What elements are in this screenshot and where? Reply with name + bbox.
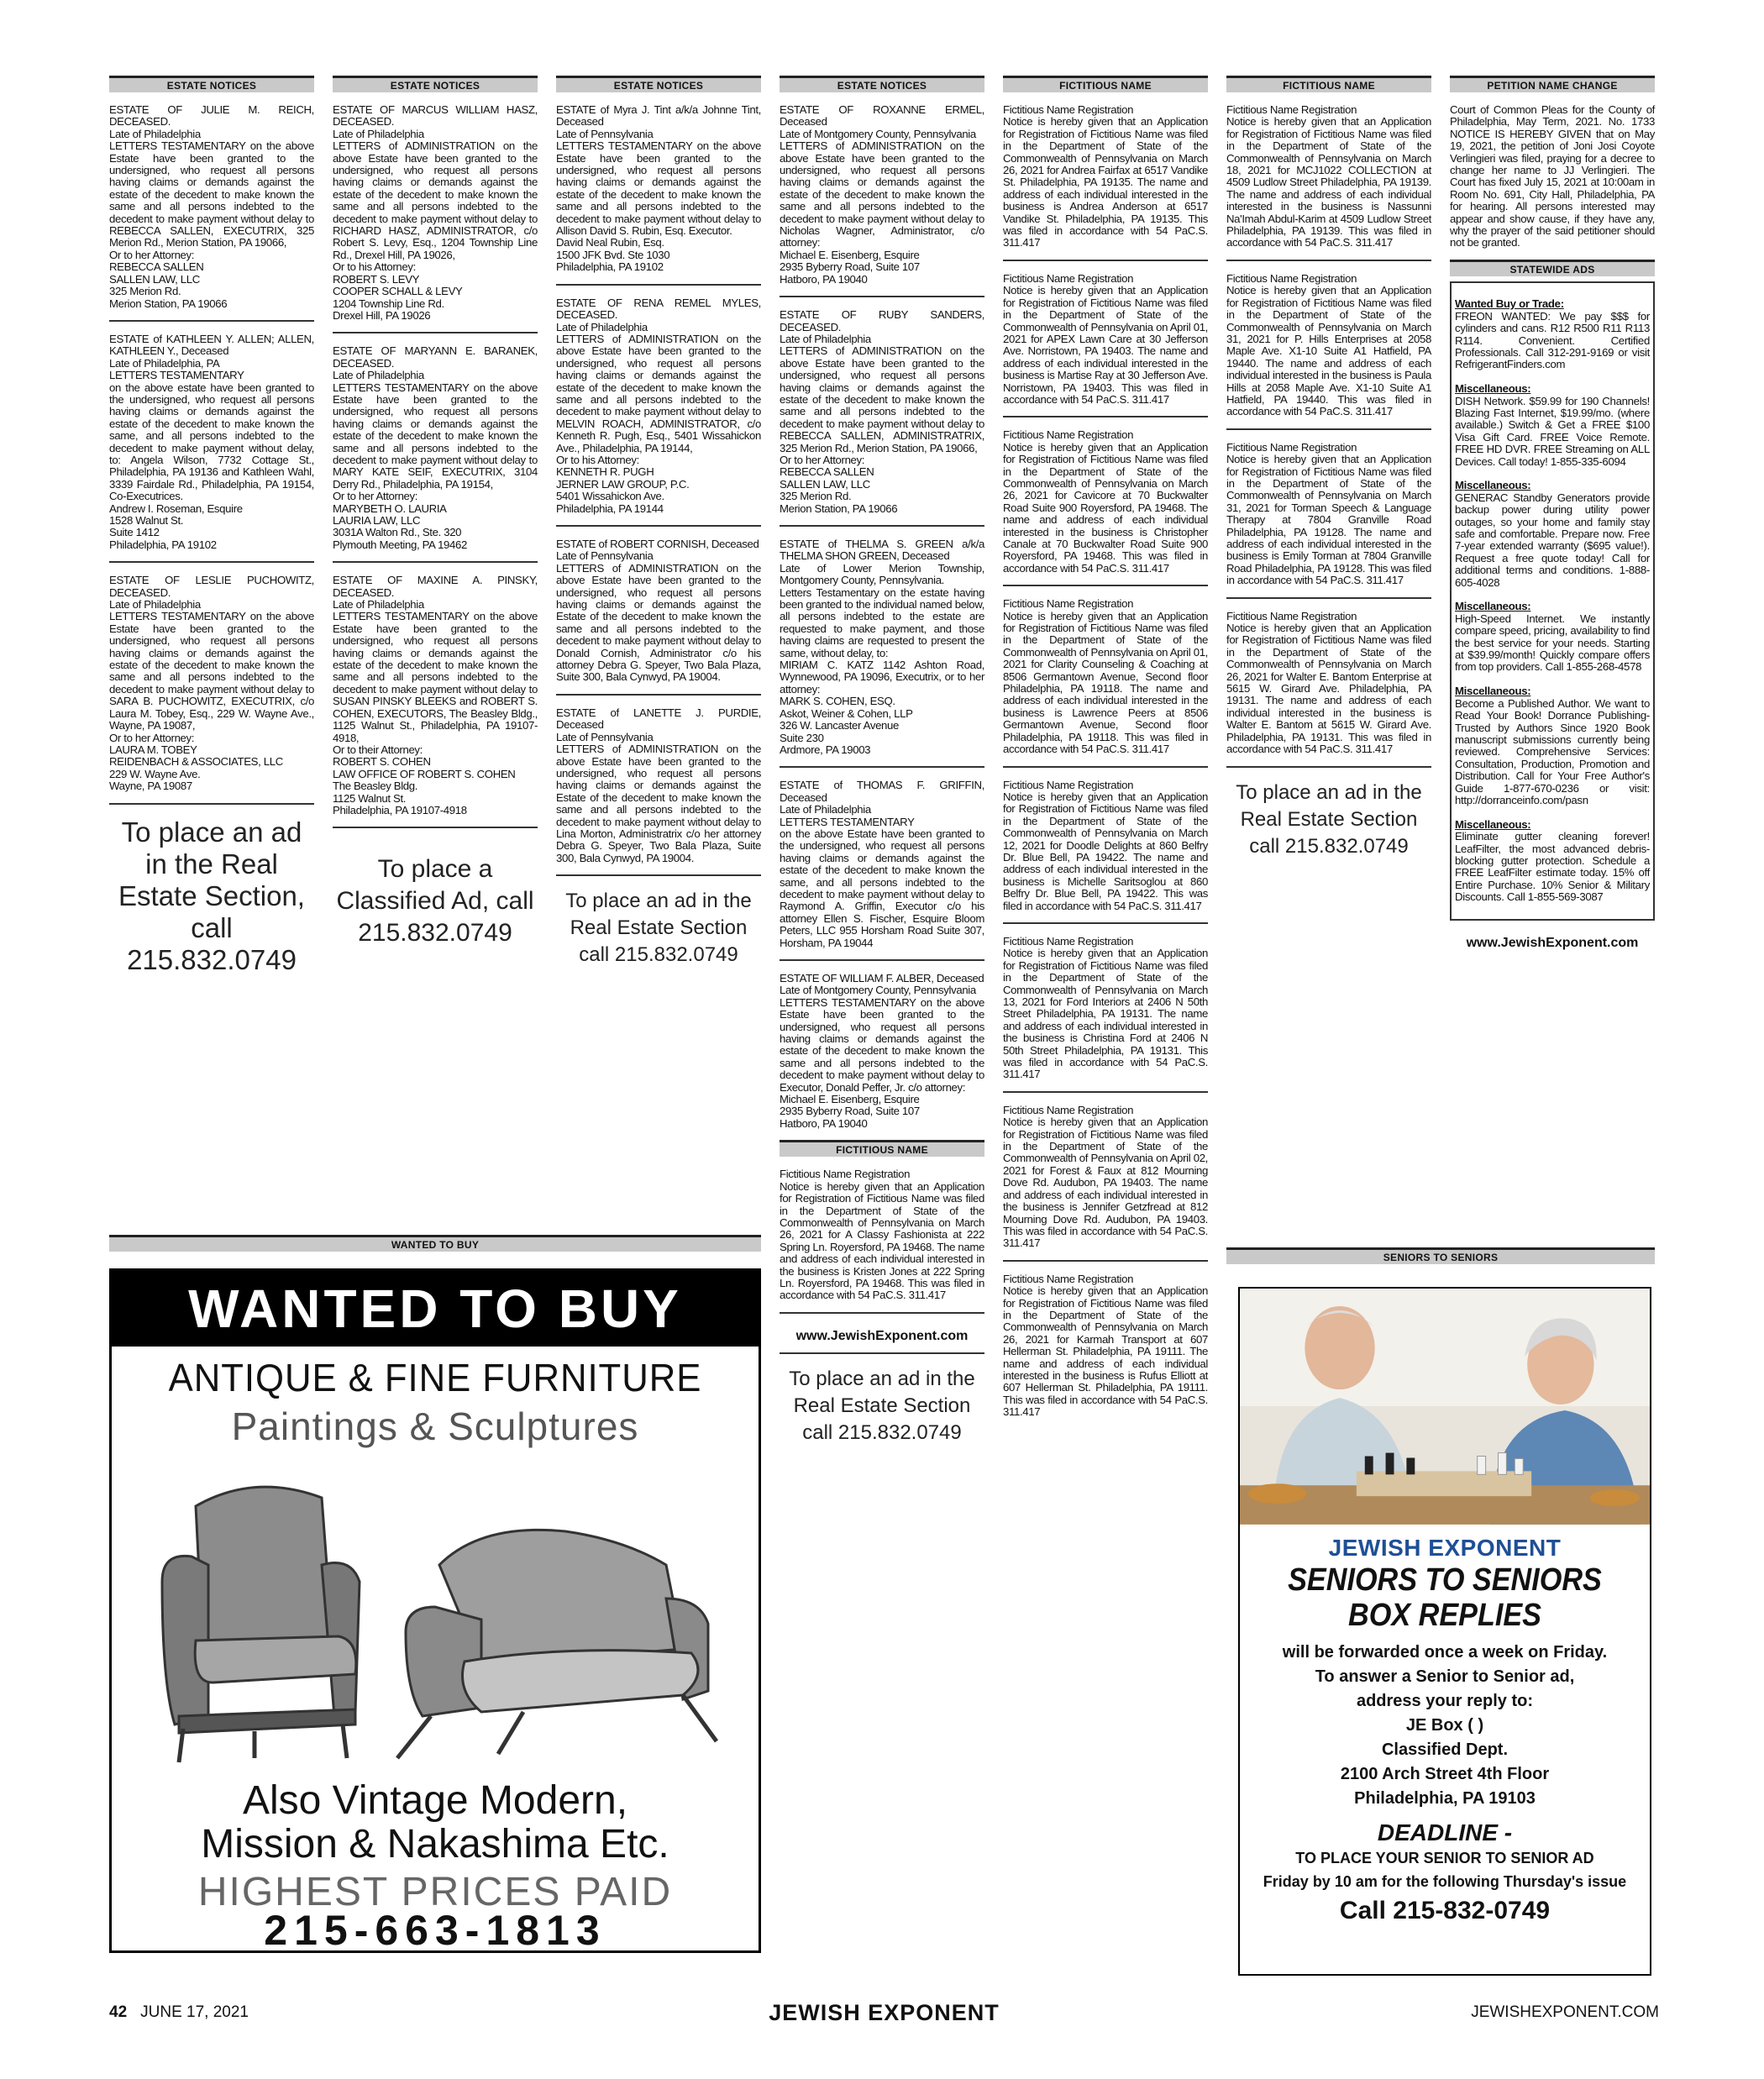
fictitious-notice: Fictitious Name Registration Notice is hereby given that an Application for Registration of Fictitious Name was filed in the Department of State of the Commonwealth of Pennsylvania on March 12, 2021 for Doodle Delights at 860 Belfry Dr. Blue Bell, PA 19422. The name and address of each individual interested in the business is Michelle Saritsoglou at 860 Belfry Dr. Blue Bell, PA 19422. This was filed in accordance with 54 PaC.S. 311.417: [1003, 778, 1208, 912]
fictitious-notice: Fictitious Name Registration Notice is hereby given that an Application for Registration of Fictitious Name was filed in the Department of State of the Commonwealth of Pennsylvania on March 13, 2021 for Ford Interiors at 2406 N 50th Street Philadelphia, PA 19131. The name and address of each individual interested in the business is Christina Ford at 2406 N 50th Street Philadelphia, PA 19131. This was filed in accordance with 54 PaC.S. 311.417: [1003, 934, 1208, 1081]
estate-notice: ESTATE of THOMAS F. GRIFFIN, Deceased Late of Philadelphia LETTERS TESTAMENTARY on the above Estate have been granted to the undersigned, who request all persons having claims or demands against the estate of the decedent to make known the same, and all persons indebted to the decedent to make payment without delay to Raymond A. Griffin, Executor c/o his attorney Ellen S. Fischer, Esquire Bloom Peters, LLC 955 Horsham Road Suite 307, Horsham, PA 19044: [780, 779, 984, 949]
estate-notice: ESTATE OF RUBY SANDERS, DECEASED. Late of Philadelphia LETTERS of ADMINISTRATION on the above Estate have been granted to the undersigned, who request all persons having claims or demands against the estate of the decedent to make known the same and all persons indebted to the decedent to make payment without delay to REBECCA SALLEN, ADMINISTRATRIX, 325 Merion Rd., Merion Station, PA 19066, Or to her Attorney: REBECCA SALLEN SALLEN LAW, LLC 325 Merion Rd. Merion Station, PA 19066: [780, 308, 984, 515]
divider: [1226, 260, 1431, 261]
ad-line: Philadelphia, PA 19103: [1354, 1789, 1536, 1808]
fictitious-notice: Fictitious Name Registration Notice is hereby given that an Application for Registration of Fictitious Name was filed in the Department of State of the Commonwealth of Pennsylvania on March 26, 2021 for Karmah Transport at 607 Hellerman St. Philadelphia, PA 19111. The name and address of each individual interested in the business is Rufus Elliott at 607 Hellerman St. Philadelphia, PA 19111. This was filed in accordance with 54 PaC.S. 311.417: [1003, 1272, 1208, 1419]
column-4: [780, 76, 984, 1457]
section-header: PETITION NAME CHANGE: [1450, 76, 1655, 92]
section-header: ESTATE NOTICES: [780, 76, 984, 92]
ad-line: will be forwarded once a week on Friday.: [1282, 1643, 1608, 1662]
estate-notice: ESTATE of Myra J. Tint a/k/a Johnne Tint, Deceased Late of Pennsylvania LETTERS TESTAMENTARY on the above Estate have been granted to the undersigned, who request all persons having claims or demands against the estate of the decedent to make known the same and all persons indebted to the decedent to make payment without delay to Allison David S. Rubin, Esq. Executor. David Neal Rubin, Esq. 1500 JFK Bvd. Ste 1030 Philadelphia, PA 19102: [556, 103, 761, 274]
seniors-section: [1226, 1247, 1655, 1276]
ad-text: Eliminate gutter cleaning forever! LeafFilter, the most advanced debris-blocking gutter protection. Schedule a FREE LeafFilter estimate today. 15% off Entire Purchase. 10% Senior & Military Discounts. Call 1-855-569-3087: [1455, 830, 1650, 904]
fictitious-notice: Fictitious Name Registration Notice is hereby given that an Application for Registration of Fictitious Name was filed in the Department of State of the Commonwealth of Pennsylvania on April 01, 2021 for Clarity Counseling & Coaching at 8506 Germantown Avenue, Second floor Philadelphia, PA 19118. The name and address of each individual interested in the business is Lawrence Peers at 8506 Germantown Avenue, Second floor Philadelphia, PA 19118. This was filed in accordance with 54 PaC.S. 311.417: [1003, 597, 1208, 756]
divider: [1226, 766, 1431, 768]
ad-line: JE Box ( ): [1405, 1716, 1484, 1735]
ad-phone: 215-663-1813: [264, 1907, 606, 1954]
estate-notice: ESTATE OF MARCUS WILLIAM HASZ, DECEASED. Late of Philadelphia LETTERS of ADMINISTRATION on the above Estate have been granted to the undersigned, who request all persons having claims or demands against the estate of the decedent to make known the same and all persons indebted to the decedent to make payment without delay to RICHARD HASZ, ADMINISTRATOR, c/o Robert S. Levy, Esq., 1204 Township Line Rd., Drexel Hill, PA 19026, Or to his Attorney: ROBERT S. LEVY COOPER SCHALL & LEVY 1204 Township Line Rd. Drexel Hill, PA 19026: [333, 103, 538, 322]
ad-subhead: Paintings & Sculptures: [231, 1404, 639, 1448]
estate-notice: ESTATE OF WILLIAM F. ALBER, Deceased Late of Montgomery County, Pennsylvania LETTERS TESTAMENTARY on the above Estate have been granted to the undersigned, who request all persons having claims or demands against the estate of the decedent to make known the same and all persons indebted to the decedent to make payment without delay to Executor, Donald Peffer, Jr. c/o attorney: Michael E. Eisenberg, Esquire 2935 Byberry Road, Suite 107 Hatboro, PA 19040: [780, 972, 984, 1130]
divider: [556, 874, 761, 876]
petition-notice: Court of Common Pleas for the County of Philadelphia, May Term, 2021. No. 1733 NOTICE IS HEREBY GIVEN that on May 19, 2021, the petition of Joni Josi Coyote Verlingieri was filed, praying for a decree to change her name to JJ Verlingieri. The Court has fixed July 15, 2021 at 10:00am in Room No. 691, City Hall, Philadelphia, PA for hearing. All persons interested may appear and show cause, if they have any, why the prayer of the said petitioner should not be granted.: [1450, 103, 1655, 249]
ad-text: FREON WANTED: We pay $$$ for cylinders and cans. R12 R500 R11 R113 R114. Convenient. Certified Professionals. Call 312-291-9169 or visit RefrigerantFinders.com: [1455, 309, 1650, 371]
ad-callout: To place an ad in the Real Estate Section call 215.832.0749: [565, 890, 752, 967]
fictitious-notice: Fictitious Name Registration Notice is hereby given that an Application for Registration of Fictitious Name was filed in the Department of State of the Commonwealth of Pennsylvania on April 01, 2021 for APEX Lawn Care at 30 Jefferson Ave. Norristown, PA 19403. The name and address of each individual interested in the business is Martise Ray at 30 Jefferson Ave. Norristown, PA 19403. This was filed in accordance with 54 PaC.S. 311.417: [1003, 271, 1208, 406]
ad-title: BOX REPLIES: [1348, 1598, 1541, 1633]
ad-callout: To place a Classified Ad, call 215.832.0749: [336, 855, 534, 948]
section-header: FICTITIOUS NAME: [1226, 76, 1431, 92]
fictitious-notice: Fictitious Name Registration Notice is hereby given that an Application for Registration of Fictitious Name was filed in the Department of State of the Commonwealth of Pennsylvania on March 26, 2021 for Cavicore at 70 Buckwalter Road Suite 900 Royersford, PA 19468. The name and address of each individual interested in the business is Christopher Canale at 70 Buckwalter Road Suite 900 Royersford, PA 19468. This was filed in accordance with 54 PaC.S. 311.417: [1003, 428, 1208, 575]
divider: [1226, 428, 1431, 430]
divider: [780, 766, 984, 768]
issue-date: JUNE 17, 2021: [140, 2003, 249, 2021]
publication-name: JEWISH EXPONENT: [769, 2000, 1000, 2025]
fictitious-notice: Fictitious Name Registration Notice is hereby given that an Application for Registration of Fictitious Name was filed in the Department of State of the Commonwealth of Pennsylvania on April 02, 2021 for Forest & Faux at 812 Mourning Dove Rd. Audubon, PA 19403. The name and address of each individual interested in the business is Jennifer Getzfread at 812 Mourning Dove Rd. Audubon, PA 19403. This was filed in accordance with 54 PaC.S. 311.417: [1003, 1103, 1208, 1250]
divider: [556, 694, 761, 696]
statewide-ad: [1455, 601, 1650, 673]
divider: [780, 1312, 984, 1314]
column-1: [109, 76, 314, 986]
fictitious-notice: Fictitious Name Registration Notice is hereby given that an Application for Registration of Fictitious Name was filed in the Department of State of the Commonwealth of Pennsylvania on March 26, 2021 for Andrea Fairfax at 6517 Vandike St. Philadelphia, PA 19135. The name and address of each individual interested in the business is Andrea Anderson at 6517 Vandike St. Philadelphia, PA 19135. This was filed in accordance with 54 PaC.S. 311.417: [1003, 103, 1208, 249]
deadline-line: Friday by 10 am for the following Thursday's issue: [1263, 1873, 1627, 1890]
ad-line: 2100 Arch Street 4th Floor: [1340, 1765, 1550, 1783]
ad-text: DISH Network. $59.99 for 190 Channels! Blazing Fast Internet, $19.99/mo. (where available.) Switch & Get a FREE $100 Visa Gift Card. FREE Voice Remote. FREE HD DVR. FREE Streaming on ALL Devices. Call today! 1-855-335-6094: [1455, 394, 1650, 468]
divider: [556, 284, 761, 286]
column-3: [556, 76, 761, 979]
column-6: [1226, 76, 1431, 870]
statewide-ad: [1455, 480, 1650, 589]
seniors-ad: [1238, 1287, 1651, 1976]
ad-body: [1240, 1641, 1650, 1811]
divider: [1003, 416, 1208, 417]
estate-notice: ESTATE of THELMA S. GREEN a/k/a THELMA SHON GREEN, Deceased Late of Lower Merion Township, Montgomery County, Pennsylvania. Letters Testamentary on the estate having been granted to the individual named below, all persons indebted to the estate are requested to make payment, and those having claims are requested to present the same, without delay, to: MIRIAM C. KATZ 1142 Ashton Road, Wynnewood, PA 19096, Executrix, or to her attorney: MARK S. COHEN, ESQ. Askot, Weiner & Cohen, LLP 326 W. Lancaster Avenue Suite 230 Ardmore, PA 19003: [780, 538, 984, 756]
ad-line: address your reply to:: [1356, 1692, 1534, 1710]
website-link[interactable]: www.JewishExponent.com: [795, 1328, 969, 1343]
ad-category: Miscellaneous:: [1455, 382, 1531, 396]
section-header: FICTITIOUS NAME: [1003, 76, 1208, 92]
statewide-ad: [1455, 685, 1650, 806]
ad-category: Miscellaneous:: [1455, 600, 1531, 613]
ad-callout: To place an ad in the Real Estate Section, call 215.832.0749: [118, 816, 305, 975]
divider: [109, 803, 314, 805]
divider: [1003, 585, 1208, 586]
ad-line: Also Vintage Modern,: [242, 1778, 628, 1823]
fictitious-notice: Fictitious Name Registration Notice is hereby given that an Application for Registration of Fictitious Name was filed in the Department of State of the Commonwealth of Pennsylvania on March 26, 2021 for Walter E. Bantom Enterprise at 5615 W. Girard Ave. Philadelphia, PA 19131. The name and address of each individual interested in the business is Walter E. Bantom at 5615 W. Girard Ave. Philadelphia, PA 19131. This was filed in accordance with 54 PaC.S. 311.417: [1226, 609, 1431, 756]
estate-notice: ESTATE OF ROXANNE ERMEL, Deceased Late of Montgomery County, Pennsylvania LETTERS of ADMINISTRATION on the above Estate have been granted to the undersigned, who request all persons having claims or demands against the estate of the decedent to make known the same and all persons indebted to the decedent to make payment without delay to Nicholas Wagner, Administrator, c/o attorney: Michael E. Eisenberg, Esquire 2935 Byberry Road, Suite 107 Hatboro, PA 19040: [780, 103, 984, 286]
wanted-section: [109, 1235, 761, 1263]
estate-notice: ESTATE of KATHLEEN Y. ALLEN; ALLEN, KATHLEEN Y., Deceased Late of Philadelphia, PA LETTERS TESTAMENTARY on the above estate have been granted to the undersigned, who request all persons having claims or demands against the estate of the decedent to make known the same, and all persons indebted to the decedent to make payment without delay, to: Angela Wilson, 7732 Cottage St., Philadelphia, PA 19136 and Kathleen Wahl, 3339 Fairdale Rd., Philadelphia, PA 19154, Co-Executrices. Andrew I. Roseman, Esquire 1528 Walnut St. Suite 1412 Philadelphia, PA 19102: [109, 332, 314, 551]
ad-text: Become a Published Author. We want to Read Your Book! Dorrance Publishing-Trusted by Authors Since 1920 Book manuscript submissions currently being reviewed. Comprehensive Services: Consultation, Production, Promotion and Distribution. Call for Your Free Author's Guide 1-877-670-0236 or visit: http://dorranceinfo.com/pasn: [1455, 696, 1650, 806]
section-header: ESTATE NOTICES: [333, 76, 538, 92]
deadline-heading: DEADLINE -: [1377, 1819, 1513, 1845]
fictitious-notice: Fictitious Name Registration Notice is hereby given that an Application for Registration of Fictitious Name was filed in the Department of State of the Commonwealth of Pennsylvania on March 26, 2021 for A Classy Fashionista at 222 Spring Ln. Royersford, PA 19468. The name and address of each individual interested in the business is Kristen Jones at 222 Spring Ln. Royersford, PA 19468. This was filed in accordance with 54 PaC.S. 311.417: [780, 1168, 984, 1302]
statewide-ad: [1455, 383, 1650, 468]
divider: [333, 561, 538, 563]
ad-tagline: HIGHEST PRICES PAID: [197, 1870, 673, 1914]
estate-notice: ESTATE OF LESLIE PUCHOWITZ, DECEASED. Late of Philadelphia LETTERS TESTAMENTARY on the above Estate have been granted to the undersigned, who request all persons having claims or demands against the estate of the decedent to make known the same and all persons indebted to the decedent to make payment without delay to SARA B. PUCHOWITZ, EXECUTRIX, c/o Laura M. Tobey, Esq., 229 W. Wayne Ave., Wayne, PA 19087, Or to her Attorney: LAURA M. TOBEY REIDENBACH & ASSOCIATES, LLC 229 W. Wayne Ave. Wayne, PA 19087: [109, 574, 314, 793]
ad-title: SENIORS TO SENIORS: [1288, 1562, 1602, 1598]
estate-notice: ESTATE OF RENA REMEL MYLES, DECEASED. Late of Philadelphia LETTERS of ADMINISTRATION on the above Estate have been granted to the undersigned, who request all persons having claims or demands against the estate of the decedent to make known the same and all persons indebted to the decedent to make payment without delay to MELVIN ROACH, ADMINISTRATOR, c/o Kenneth R. Pugh, Esq., 5401 Wissahickon Ave., Philadelphia, PA 19144, Or to his Attorney: KENNETH R. PUGH JERNER LAW GROUP, P.C. 5401 Wissahickon Ave. Philadelphia, PA 19144: [556, 296, 761, 515]
divider: [556, 525, 761, 527]
section-header: FICTITIOUS NAME: [780, 1140, 984, 1157]
section-header: ESTATE NOTICES: [556, 76, 761, 92]
divider: [1003, 766, 1208, 768]
ad-callout: To place an ad in the Real Estate Section call 215.832.0749: [1236, 780, 1422, 858]
section-header: ESTATE NOTICES: [109, 76, 314, 92]
estate-notice: ESTATE OF MAXINE A. PINSKY, DECEASED. Late of Philadelphia LETTERS TESTAMENTARY on the above Estate have been granted to the undersigned, who request all persons having claims or demands against the estate of the decedent to make known the same and all persons indebted to the decedent to make payment without delay to SUSAN PINSKY BLEEKS and ROBERT S. COHEN, EXECUTORS, The Beasley Bldg., 1125 Walnut St., Philadelphia, PA 19107-4918, Or to their Attorney: ROBERT S. COHEN LAW OFFICE OF ROBERT S. COHEN The Beasley Bldg. 1125 Walnut St. Philadelphia, PA 19107-4918: [333, 574, 538, 816]
ad-banner: WANTED TO BUY: [112, 1271, 759, 1347]
fictitious-notice: Fictitious Name Registration Notice is hereby given that an Application for Registration of Fictitious Name was filed in the Department of State of the Commonwealth of Pennsylvania on March 31, 2021 for Torman Speech & Language Therapy at 7804 Granville Road Philadelphia, PA 19128. The name and address of each individual interested in the business is Emily Torman at 7804 Granville Road Philadelphia, PA 19128. This was filed in accordance with 54 PaC.S. 311.417: [1226, 440, 1431, 587]
page-footer: [109, 2000, 1659, 2029]
statewide-ad: [1455, 819, 1650, 904]
divider: [333, 827, 538, 828]
ad-callout: To place an ad in the Real Estate Section call 215.832.0749: [789, 1367, 975, 1444]
ad-text-block: [112, 1779, 759, 1866]
armchair-illustration: [129, 1473, 742, 1767]
statewide-ads-box: [1450, 281, 1655, 921]
seniors-chess-photo: [1240, 1289, 1650, 1525]
ad-line: Mission & Nakashima Etc.: [201, 1822, 669, 1866]
fictitious-notice: Fictitious Name Registration Notice is hereby given that an Application for Registration of Fictitious Name was filed in the Department of State of the Commonwealth of Pennsylvania on March 18, 2021 for MCJ1022 COLLECTION at 4509 Ludlow Street Philadelphia, PA 19139. The name and address of each individual interested in the business is Nassunni Na'Imah Abdul-Karim at 4509 Ludlow Street Philadelphia, PA 19139. This was filed in accordance with 54 PaC.S. 311.417: [1226, 103, 1431, 249]
ad-line: Classified Dept.: [1381, 1740, 1509, 1759]
statewide-ad: [1455, 298, 1650, 370]
ad-category: Miscellaneous:: [1455, 817, 1531, 831]
estate-notice: ESTATE of LANETTE J. PURDIE, Deceased Late of Pennsylvania LETTERS of ADMINISTRATION on the above Estate have been granted to the undersigned, who request all persons having claims or demands against the Estate of the decedent to make known the same and all persons indebted to the decedent to make payment without delay to Lina Morton, Administratrix c/o her attorney Debra G. Speyer, Two Bala Plaza, Suite 300, Bala Cynwyd, PA 19004.: [556, 706, 761, 864]
ad-text: High-Speed Internet. We instantly compare speed, pricing, availability to find the best service for your needs. Starting at $39.99/month! Quickly compare offers from top providers. Call 1-855-268-4578: [1455, 612, 1650, 674]
fictitious-notice: Fictitious Name Registration Notice is hereby given that an Application for Registration of Fictitious Name was filed in the Department of State of the Commonwealth of Pennsylvania on March 31, 2021 for P. Hills Enterprises at 2058 Maple Ave. X1-10 Suite A1 Hatfield, PA 19440. The name and address of each individual interested in the business is Paula Hills at 2058 Maple Ave. X1-10 Suite A1 Hatfield, PA 19440. This was filed in accordance with 54 PaC.S. 311.417: [1226, 271, 1431, 418]
wanted-to-buy-ad: [109, 1268, 761, 1953]
publication-website[interactable]: JEWISHEXPONENT.COM: [1471, 2003, 1659, 2021]
ad-phone: Call 215-832-0749: [1339, 1897, 1551, 1924]
divider: [780, 525, 984, 527]
website-link[interactable]: www.JewishExponent.com: [1466, 936, 1639, 950]
column-7: [1450, 76, 1655, 951]
ad-category: Miscellaneous:: [1455, 479, 1531, 492]
divider: [780, 296, 984, 297]
ad-category: Wanted Buy or Trade:: [1455, 297, 1564, 311]
divider: [1003, 922, 1208, 924]
estate-notice: ESTATE OF JULIE M. REICH, DECEASED. Late of Philadelphia LETTERS TESTAMENTARY on the above Estate have been granted to the undersigned, who request all persons having claims or demands against the estate of the decedent to make known the same and all persons indebted to the decedent to make payment without delay to REBECCA SALLEN, EXECUTRIX, 325 Merion Rd., Merion Station, PA 19066, Or to her Attorney: REBECCA SALLEN SALLEN LAW, LLC 325 Merion Rd. Merion Station, PA 19066: [109, 103, 314, 310]
brand-name: JEWISH EXPONENT: [1328, 1535, 1562, 1561]
divider: [1003, 260, 1208, 261]
page-number: 42: [109, 2003, 128, 2021]
column-2: [333, 76, 538, 959]
ad-text: GENERAC Standby Generators provide backup power during utility power outages, so your home and family stay safe and comfortable. Prepare now. Free 7-year extended warranty ($695 value!). Request a free quote today! Call for additional terms and conditions. 1-888-605-4028: [1455, 491, 1650, 589]
section-header: SENIORS TO SENIORS: [1226, 1247, 1655, 1264]
divider: [780, 1352, 984, 1354]
divider: [1003, 1091, 1208, 1093]
ad-line: To answer a Senior to Senior ad,: [1315, 1667, 1575, 1686]
ad-category: Miscellaneous:: [1455, 685, 1531, 698]
divider: [109, 320, 314, 322]
section-header: STATEWIDE ADS: [1450, 260, 1655, 276]
divider: [109, 561, 314, 563]
column-5: [1003, 76, 1208, 1429]
divider: [1003, 1260, 1208, 1262]
divider: [780, 959, 984, 961]
deadline-line: TO PLACE YOUR SENIOR TO SENIOR AD: [1295, 1850, 1594, 1866]
estate-notice: ESTATE OF MARYANN E. BARANEK, DECEASED. Late of Philadelphia LETTERS TESTAMENTARY on the above Estate have been granted to the undersigned, who request all persons having claims or demands against the estate of the decedent to make known the same and all persons indebted to the decedent to make payment without delay to MARY KATE SEIF, EXECUTRIX, 3104 Derry Rd., Philadelphia, PA 19154, Or to her Attorney: MARYBETH O. LAURIA LAURIA LAW, LLC 3031A Walton Rd., Ste. 320 Plymouth Meeting, PA 19462: [333, 344, 538, 551]
ad-headline: ANTIQUE & FINE FURNITURE: [168, 1356, 702, 1399]
divider: [1226, 597, 1431, 599]
divider: [333, 332, 538, 333]
estate-notice: ESTATE of ROBERT CORNISH, Deceased Late of Pennsylvania LETTERS of ADMINISTRATION on the above Estate have been granted to the undersigned, who request all persons having claims or demands against the Estate of the decedent to make known the same and all persons indebted to the decedent to make payment without delay to Donald Cornish, Administrator c/o his attorney Debra G. Speyer, Two Bala Plaza, Suite 300, Bala Cynwyd, PA 19004.: [556, 538, 761, 684]
section-header: WANTED TO BUY: [109, 1235, 761, 1252]
